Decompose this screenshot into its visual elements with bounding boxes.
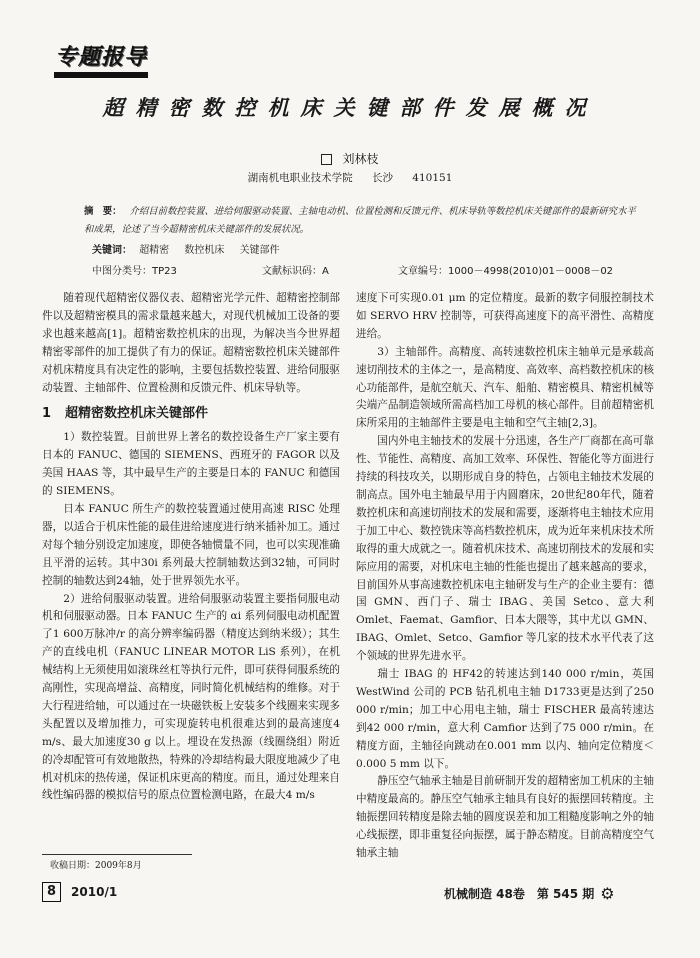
section-number: 1: [42, 406, 52, 422]
keyword: 超精密: [139, 245, 170, 256]
section-heading: [42, 405, 340, 423]
document-code: 文献标识码：A: [262, 266, 329, 277]
author-name: 刘林枝: [342, 152, 379, 166]
article-number: 文章编号：1000－4998(2010)01－0008－02: [398, 266, 614, 277]
institution: 湖南机电职业技术学院: [247, 172, 353, 184]
keyword: 数控机床: [184, 245, 225, 256]
author-line: [0, 150, 700, 167]
right-column: [356, 290, 654, 863]
issue-number: 2010/1: [71, 885, 118, 899]
paragraph: 日本 FANUC 所生产的数控装置通过使用高速 RISC 处理器，以适合于机床性能的最佳进给速度进行纳米插补加工。通过对每个轴分别设定加速度，即使各轴惯量不同，也可以实现准确且平滑的运转。其中30i 系列最大控制轴数达到32轴，可同时控制的轴数达到24轴，处于世界领先水平。: [42, 502, 340, 587]
left-column: [42, 290, 340, 805]
badge-underline: [54, 72, 148, 78]
received-date: 收稿日期：2009年8月: [50, 861, 142, 871]
paragraph: 1）数控装置。目前世界上著名的数控设备生产厂家主要有日本的 FANUC、德国的 SIEMENS、西班牙的 FAGOR 以及美国 HAAS 等，其中最早生产的主要是日本的 FANUC 和德国的 SIEMENS。: [42, 431, 340, 498]
section-badge: 专题报导: [54, 44, 147, 70]
paragraph: 2）进给伺服驱动装置。进给伺服驱动装置主要指伺服电动机和伺服驱动器。日本 FANUC 生产的 αi 系列伺服电动机配置了1 600万脉冲/r 的高分辨率编码器（精度达到纳米级）；其生产的直线电机（FANUC LINEAR MOTOR LiS 系列），在机械结构上无须使用如滚珠丝杠等执行元件，即可获得伺服系统的高刚性，实现高增益、高精度，同时简化机械结构的维修。对于大行程进给轴，可以通过在一块磁铁板上安装多个线圈来实现多头配置以及增加推力，可实现旋转电机很难达到的最高速度4 m/s、最大加速度30 g 以上。埋设在发热源（线圈绕组）附近的冷却配管可有效地散热，特殊的冷却结构最大限度地减少了电机对机床的热传递，保证机床更高的精度。而且，通过处理来自线性编码器的模拟信号的原点位置检测电路，在最大4 m/s: [42, 592, 340, 802]
abstract-text: 介绍目前数控装置、进给伺服驱动装置、主轴电动机、位置检测和反馈元件、机床导轨等数控机床关键部件的最新研究水平和成果，论述了当今超精密机床关键部件的发展状况。: [84, 206, 636, 235]
keyword: 关键部件: [239, 245, 280, 256]
paragraph: 速度下可实现0.01 μm 的定位精度。最新的数字伺服控制技术如 SERVO HRV 控制等，可获得高速度下的高平滑性、高精度进给。: [356, 292, 654, 340]
affiliation: [0, 170, 700, 185]
paragraph: 静压空气轴承主轴是目前研制开发的超精密加工机床的主轴中精度最高的。静压空气轴承主轴具有良好的振摆回转精度。主轴振摆回转精度是除去轴的圆度误差和加工粗糙度影响之外的轴心线振摆，即非重复径向振摆，属于静态精度。目前高精度空气轴承主轴: [356, 775, 654, 860]
paper-title: 超精密数控机床关键部件发展概况: [102, 95, 598, 120]
paragraph: 随着现代超精密仪器仪表、超精密光学元件、超精密控制部件以及超精密模具的需求量越来越大，对现代机械加工设备的要求也越来越高[1]。超精密数控机床的出现，为解决当今世界超精密零部件的加工提供了有力的保证。超精密数控机床关键部件对机床精度具有决定性的影响，主要包括数控装置、进给伺服驱动装置、主轴部件、位置检测和反馈元件、机床导轨等。: [42, 292, 340, 394]
keywords: [92, 241, 292, 256]
keywords-label: 关键词：: [92, 245, 132, 256]
section-title: 超精密数控机床关键部件: [65, 406, 209, 422]
postcode: 410151: [412, 172, 453, 184]
page-number: 8: [42, 882, 61, 902]
city: 长沙: [371, 172, 393, 184]
author-marker-icon: [321, 154, 332, 165]
paragraph: 国内外电主轴技术的发展十分迅速，各生产厂商都在高可靠性、节能性、高精度、高加工效率、环保性、智能化等方面进行持续的科技攻关，以期形成自身的特色，占领电主轴技术发展的制高点。国外电主轴最早用于内圆磨床，20世纪80年代，随着数控机床和高速切削技术的发展和需要，逐渐将电主轴技术应用于加工中心、数控铣床等高档数控机床，成为近年来机床技术所取得的重大成就之一。随着机床技术、高速切削技术的发展和实际应用的需要，对机床电主轴的性能也提出了越来越高的要求，目前国外从事高速数控机床电主轴研发与生产的企业主要有：德国 GMN、西门子、瑞士 IBAG、美国 Setco、意大利 Omlet、Faemat、Gamfior、日本大隈等，其中尤以 GMN、IBAG、Omlet、Setco、Gamfior 等几家的技术水平代表了这个领域的世界先进水平。: [356, 435, 654, 663]
paragraph: 3）主轴部件。高精度、高转速数控机床主轴单元是承载高速切削技术的主体之一，是高精度、高效率、高档数控机床的核心功能部件，是航空航天、汽车、船舶、精密模具、精密机械等尖端产品制造领域所需高档加工母机的核心部件。目前超精密机床所采用的主轴部件主要是电主轴和空气主轴[2,3]。: [356, 345, 654, 430]
clc-number: 中图分类号：TP23: [92, 266, 177, 277]
footer-right: [444, 884, 615, 903]
abstract: [84, 203, 640, 239]
abstract-label: 摘 要：: [84, 206, 122, 217]
paragraph: 瑞士 IBAG 的 HF42的转速达到140 000 r/min，英国 WestWind 公司的 PCB 钻孔机电主轴 D1733更是达到了250 000 r/min；加工中心用电主轴，瑞士 FISCHER 最高转速达到42 000 r/min，意大利 Camfior 达到了75 000 r/min。在精度方面，主轴径向跳动在0.001 mm 以内、轴向定位精度＜0.000 5 mm 以下。: [356, 668, 654, 770]
footer-left: [42, 882, 117, 902]
journal-logo-icon: ⚙: [600, 884, 615, 903]
journal-info: 机械制造 48卷 第 545 期: [444, 887, 595, 901]
footnote-divider: [42, 854, 192, 855]
